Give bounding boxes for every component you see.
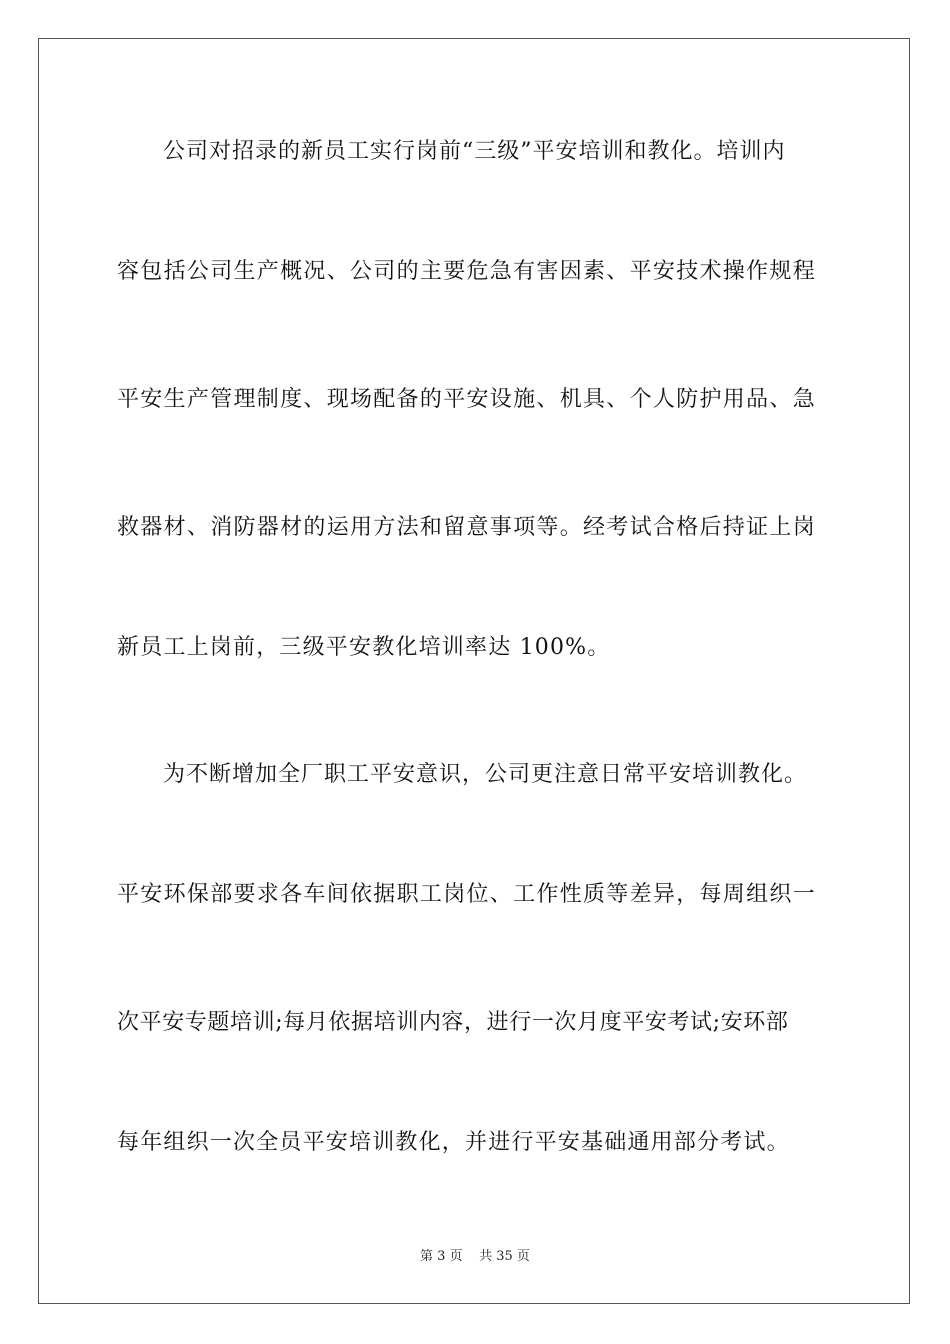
paragraph-2-line-3: 次平安专题培训;每月依据培训内容，进行一次月度平安考试;安环部 xyxy=(117,1010,789,1035)
page-footer xyxy=(0,1248,950,1266)
paragraph-1-line-5: 新员工上岗前，三级平安教化培训率达 100%。 xyxy=(117,635,611,660)
paragraph-1-line-3: 平安生产管理制度、现场配备的平安设施、机具、个人防护用品、急 xyxy=(117,387,817,412)
page-number: 第 3 页 xyxy=(420,1249,463,1264)
paragraph-1-line-4: 救器材、消防器材的运用方法和留意事项等。经考试合格后持证上岗 xyxy=(117,515,817,540)
paragraph-1-line-1: 公司对招录的新员工实行岗前“三级”平安培训和教化。培训内 xyxy=(163,139,786,164)
paragraph-2-line-4: 每年组织一次全员平安培训教化，并进行平安基础通用部分考试。 xyxy=(117,1130,790,1155)
page-border xyxy=(38,38,910,1304)
paragraph-2-line-2: 平安环保部要求各车间依据职工岗位、工作性质等差异，每周组织一 xyxy=(117,882,817,907)
paragraph-2-line-1: 为不断增加全厂职工平安意识，公司更注意日常平安培训教化。 xyxy=(163,762,808,787)
paragraph-1-line-2: 容包括公司生产概况、公司的主要危急有害因素、平安技术操作规程 xyxy=(117,259,817,284)
total-pages: 共 35 页 xyxy=(479,1249,530,1264)
